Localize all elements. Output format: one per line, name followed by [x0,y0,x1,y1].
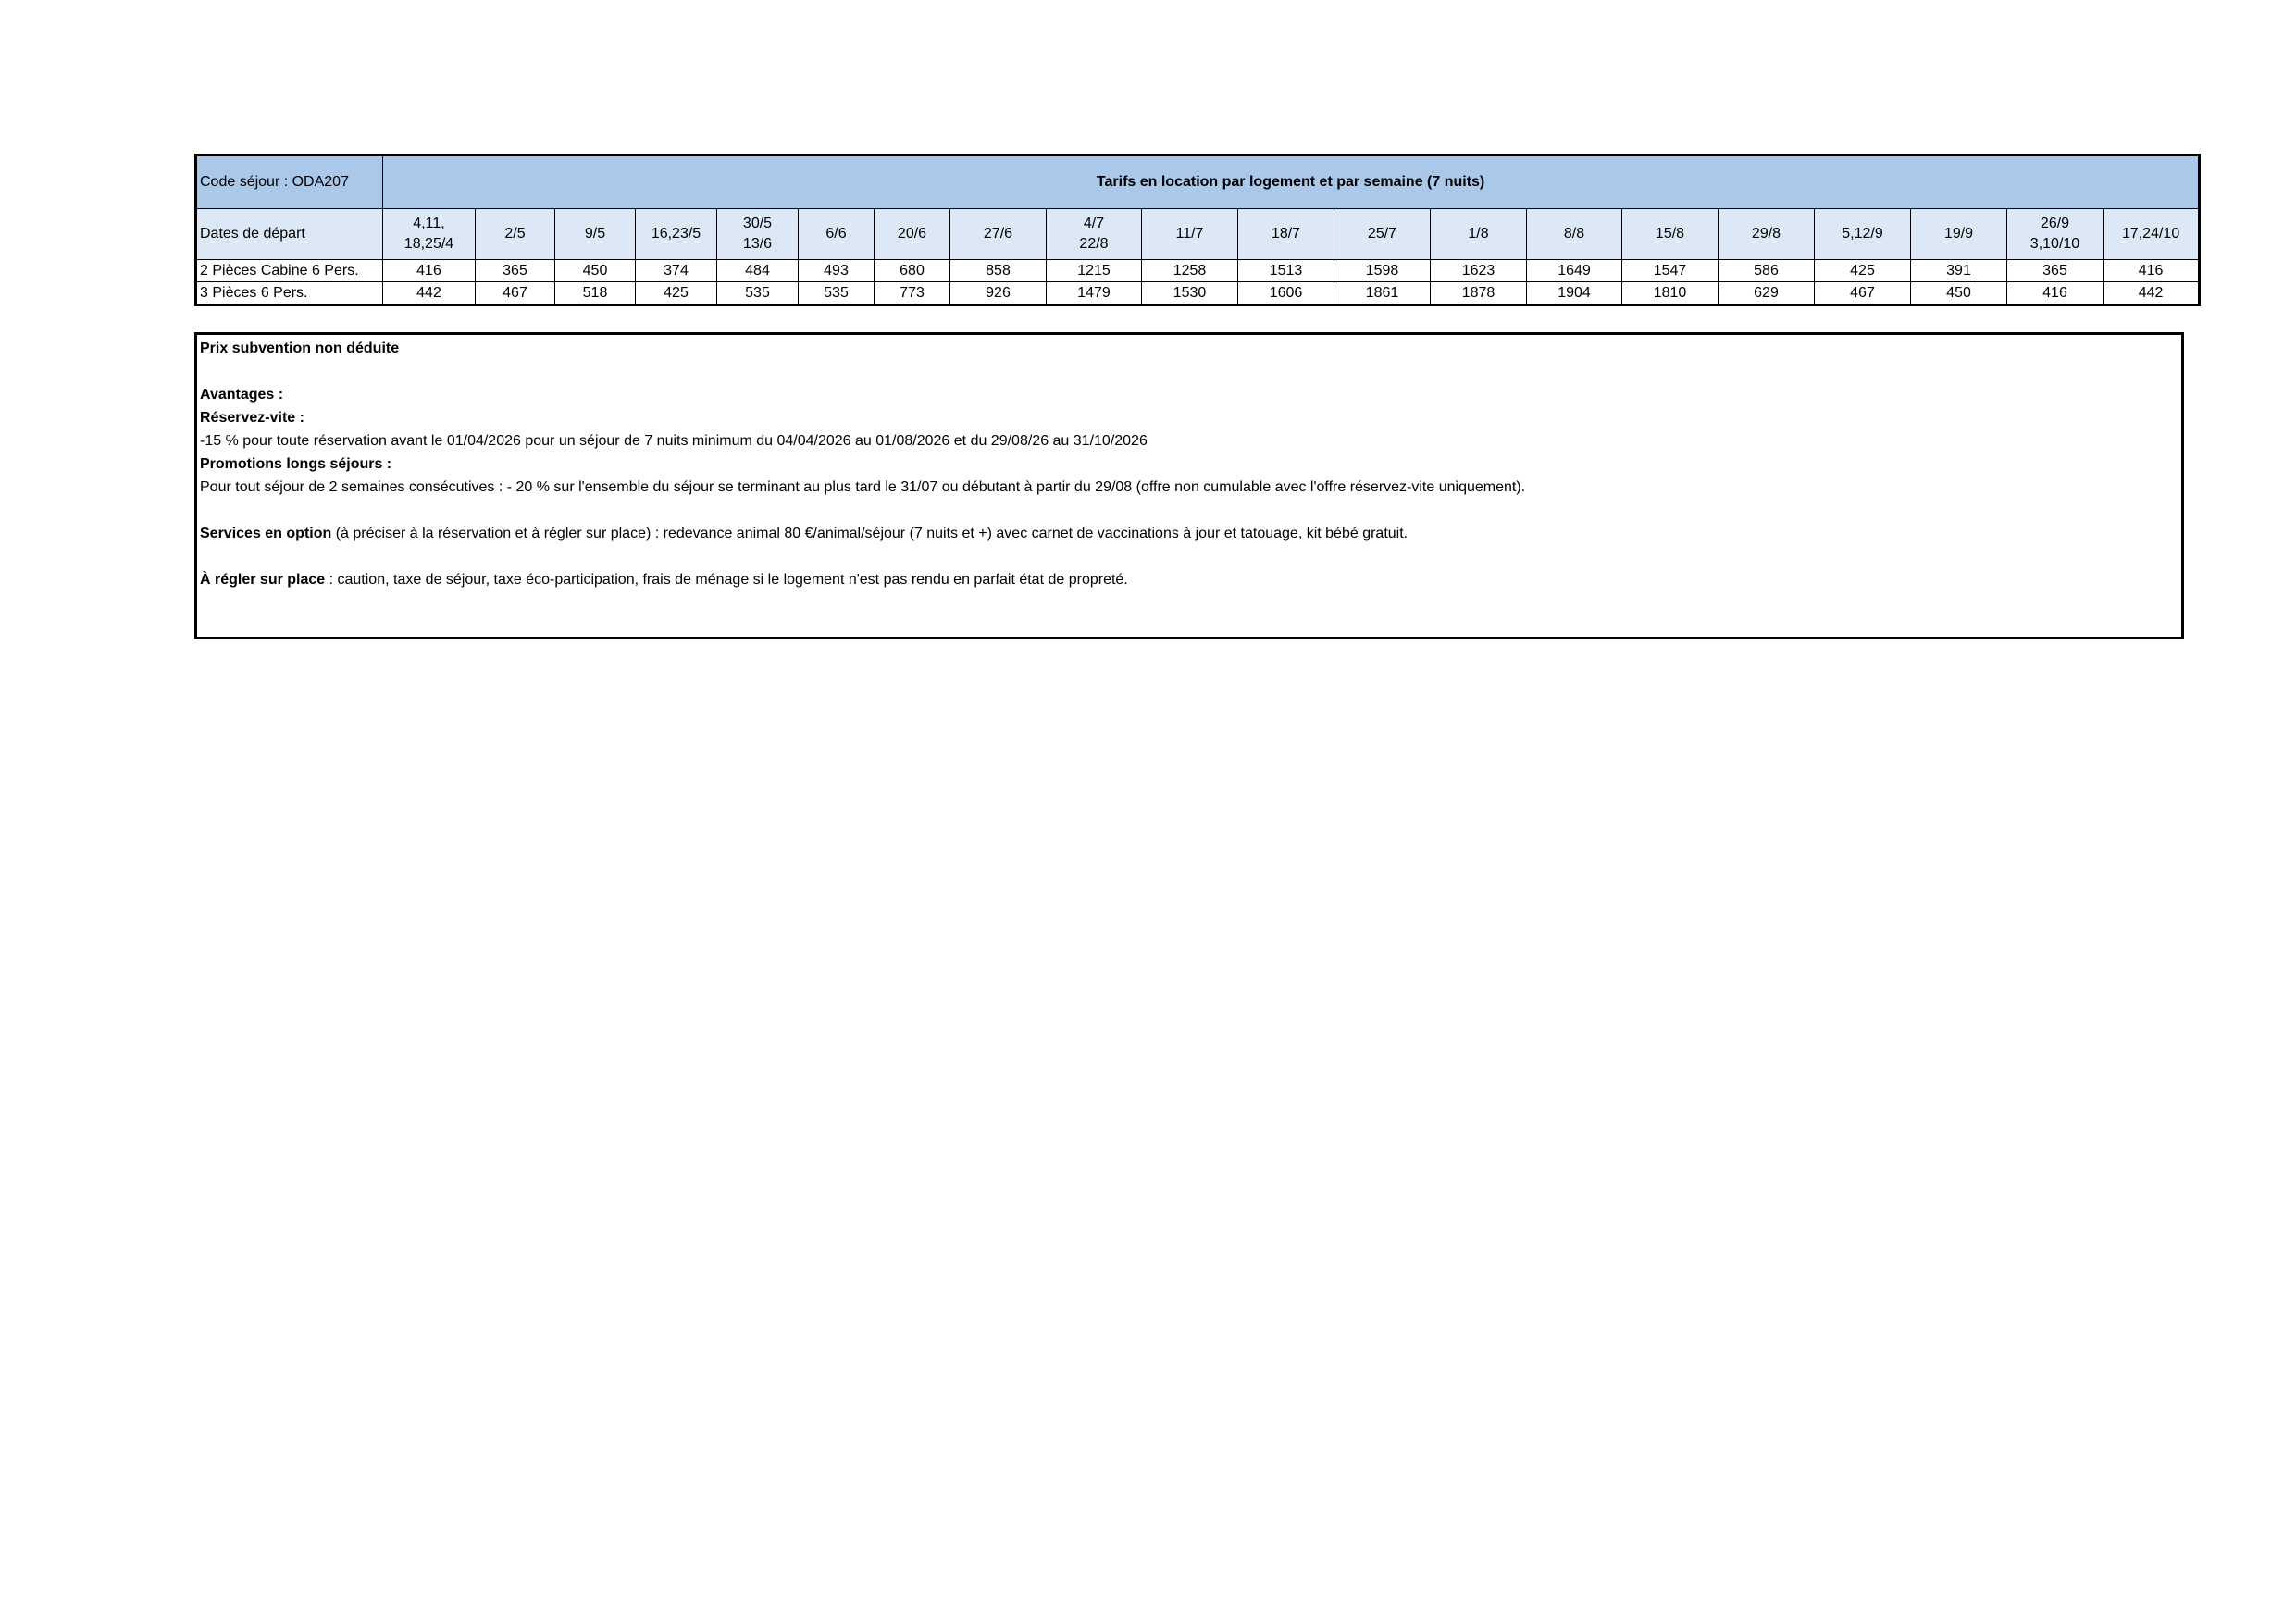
price-cell: 493 [799,260,875,282]
price-cell: 365 [2007,260,2104,282]
table-title-row [196,155,2200,209]
table-row [196,260,2200,282]
price-cell: 926 [950,282,1047,305]
departure-date-cell [1911,209,2007,260]
departure-date: 9/5 [584,226,606,242]
departure-date: 19/9 [1943,226,1974,242]
price-cell: 1861 [1334,282,1431,305]
price-cell: 425 [636,282,717,305]
departure-date-cell [2104,209,2200,260]
departure-date: 30/5 [742,216,773,232]
price-cell: 535 [717,282,799,305]
price-cell: 1215 [1047,260,1142,282]
departure-date: 8/8 [1563,226,1585,242]
departure-date: 22/8 [1079,236,1109,252]
departure-date: 3,10/10 [2029,236,2080,252]
price-cell: 1878 [1431,282,1527,305]
departure-date-cell [1047,209,1142,260]
departure-date: 18/7 [1271,226,1301,242]
departure-date: 26/9 [2040,216,2070,232]
departure-date: 11/7 [1175,226,1204,242]
spacer [200,545,2181,568]
price-cell: 1258 [1142,260,1238,282]
early-booking-text: -15 % pour toute réservation avant le 01/04/2026 pour un séjour de 7 nuits minimum du 04/04/2026 au 01/08/2026 et du 29/08/26 au 31/10/2026 [200,433,1148,449]
price-cell: 467 [476,282,555,305]
departure-date: 4/7 [1083,216,1105,232]
price-cell: 442 [383,282,476,305]
early-booking-heading: Réservez-vite : [200,410,304,426]
price-cell: 1904 [1527,282,1622,305]
table-title: Tarifs en location par logement et par semaine (7 nuits) [383,155,2200,209]
price-cell: 467 [1815,282,1911,305]
departure-date-cell [1815,209,1911,260]
departure-date: 6/6 [825,226,847,242]
price-cell: 1810 [1622,282,1719,305]
price-cell: 484 [717,260,799,282]
price-cell: 1547 [1622,260,1719,282]
price-cell: 858 [950,260,1047,282]
departure-date-cell [2007,209,2104,260]
price-cell: 391 [1911,260,2007,282]
services-text: (à préciser à la réservation et à régler sur place) : redevance animal 80 €/animal/séjour (7 nuits et +) avec carnet de vaccinations à jour et tatouage, kit bébé gratuit. [331,526,1409,541]
departure-date-cell [1238,209,1334,260]
spacer [200,360,2181,383]
price-cell: 442 [2104,282,2200,305]
price-cell: 416 [2007,282,2104,305]
departure-date: 20/6 [897,226,927,242]
price-cell: 425 [1815,260,1911,282]
departure-date-cell [1527,209,1622,260]
advantages-heading: Avantages : [200,387,284,403]
price-cell: 450 [1911,282,2007,305]
price-cell: 1623 [1431,260,1527,282]
services-heading: Services en option [200,526,332,541]
departure-date: 13/6 [742,236,773,252]
conditions-box [194,332,2184,639]
on-site-heading: À régler sur place [200,572,326,588]
departure-date-cell [799,209,875,260]
departure-date: 1/8 [1468,226,1489,242]
departure-date-cell [950,209,1047,260]
departure-date: 16,23/5 [651,226,701,242]
departure-date: 5,12/9 [1842,226,1883,242]
price-cell: 450 [555,260,636,282]
departure-dates-label: Dates de départ [196,209,383,260]
price-cell: 629 [1719,282,1815,305]
spacer [200,499,2181,522]
departure-date-cell [555,209,636,260]
on-site-paragraph [200,568,2181,591]
price-cell: 1513 [1238,260,1334,282]
departure-date-cell [383,209,476,260]
departure-date: 18,25/4 [403,236,454,252]
departure-date: 25/7 [1367,226,1397,242]
accommodation-label: 2 Pièces Cabine 6 Pers. [196,260,383,282]
price-cell: 1598 [1334,260,1431,282]
rates-table [194,154,2201,306]
departure-date-cell [1719,209,1815,260]
price-cell: 416 [2104,260,2200,282]
price-cell: 586 [1719,260,1815,282]
departure-date: 2/5 [504,226,526,242]
departure-date: 29/8 [1751,226,1781,242]
price-cell: 416 [383,260,476,282]
price-cell: 374 [636,260,717,282]
subsidy-note: Prix subvention non déduite [200,341,400,356]
departure-date-cell [717,209,799,260]
on-site-text: : caution, taxe de séjour, taxe éco-participation, frais de ménage si le logement n'est pas rendu en parfait état de propreté. [325,572,1128,588]
departure-dates-row [196,209,2200,260]
departure-date: 15/8 [1655,226,1685,242]
departure-date: 27/6 [983,226,1013,242]
services-paragraph [200,522,2181,545]
price-cell: 518 [555,282,636,305]
price-cell: 773 [875,282,950,305]
departure-date-cell [1431,209,1527,260]
departure-date-cell [1622,209,1719,260]
long-stay-text: Pour tout séjour de 2 semaines consécutives : - 20 % sur l'ensemble du séjour se terminant au plus tard le 31/07 ou débutant à partir du 29/08 (offre non cumulable avec l'offre réservez-vite uniquement). [200,479,1526,495]
price-cell: 680 [875,260,950,282]
price-cell: 365 [476,260,555,282]
departure-date-cell [476,209,555,260]
price-cell: 1479 [1047,282,1142,305]
stay-code-cell: Code séjour : ODA207 [196,155,383,209]
departure-date-cell [1334,209,1431,260]
departure-date-cell [875,209,950,260]
departure-date-cell [1142,209,1238,260]
departure-date: 4,11, [413,216,445,232]
price-cell: 1530 [1142,282,1238,305]
departure-date: 17,24/10 [2121,226,2180,242]
long-stay-heading: Promotions longs séjours : [200,456,392,472]
price-cell: 1649 [1527,260,1622,282]
table-row [196,282,2200,305]
price-cell: 1606 [1238,282,1334,305]
departure-date-cell [636,209,717,260]
accommodation-label: 3 Pièces 6 Pers. [196,282,383,305]
price-cell: 535 [799,282,875,305]
